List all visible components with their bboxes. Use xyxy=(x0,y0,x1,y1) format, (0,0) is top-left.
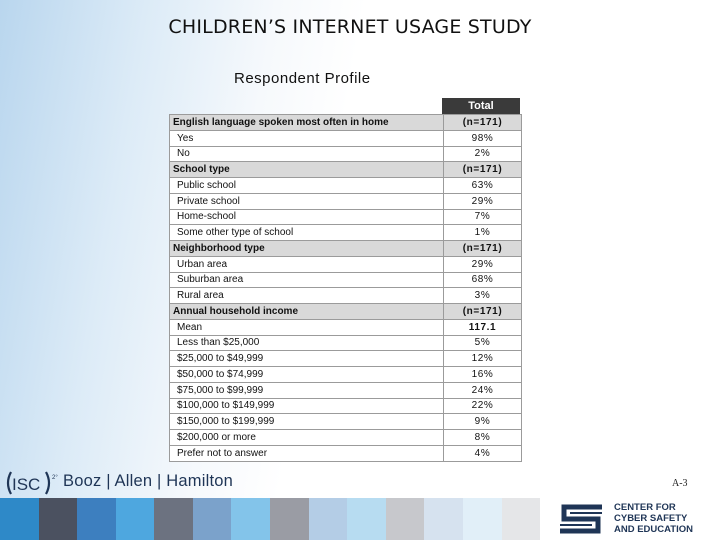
color-strip xyxy=(0,498,540,540)
page-number: A-3 xyxy=(672,478,688,489)
row-label: Private school xyxy=(170,193,444,209)
strip-block xyxy=(270,498,309,540)
row-label: $100,000 to $149,999 xyxy=(170,398,444,414)
table-row xyxy=(170,414,522,430)
row-label: $200,000 or more xyxy=(170,430,444,446)
table-row xyxy=(170,209,522,225)
strip-block xyxy=(77,498,116,540)
table-row xyxy=(170,430,522,446)
page-title: CHILDREN’S INTERNET USAGE STUDY xyxy=(168,16,532,38)
row-value: 63% xyxy=(444,178,522,194)
row-value: (n=171) xyxy=(444,241,522,257)
row-value: 9% xyxy=(444,414,522,430)
table-row xyxy=(170,335,522,351)
row-value: (n=171) xyxy=(444,115,522,131)
total-column-header: Total xyxy=(442,98,520,114)
table-row xyxy=(170,130,522,146)
row-value: 22% xyxy=(444,398,522,414)
table-row xyxy=(170,445,522,461)
row-value: 98% xyxy=(444,130,522,146)
row-value: 29% xyxy=(444,256,522,272)
row-value: 8% xyxy=(444,430,522,446)
booz-allen-hamilton-logo: Booz | Allen | Hamilton xyxy=(63,472,234,490)
row-value: 2% xyxy=(444,146,522,162)
row-value: 16% xyxy=(444,367,522,383)
svg-text:2°: 2° xyxy=(52,475,58,481)
row-value: 117.1 xyxy=(444,319,522,335)
row-value: 12% xyxy=(444,351,522,367)
table-row xyxy=(170,178,522,194)
row-value: 1% xyxy=(444,225,522,241)
cyber-line-2: CYBER SAFETY xyxy=(614,513,688,524)
strip-block xyxy=(347,498,386,540)
strip-block xyxy=(424,498,463,540)
row-value: (n=171) xyxy=(444,162,522,178)
row-value: 7% xyxy=(444,209,522,225)
cyber-safety-logo-text xyxy=(614,502,693,535)
row-label: Annual household income xyxy=(170,304,444,320)
row-value: 5% xyxy=(444,335,522,351)
strip-block xyxy=(154,498,193,540)
row-label: School type xyxy=(170,162,444,178)
row-value: (n=171) xyxy=(444,304,522,320)
strip-block xyxy=(39,498,78,540)
table-section-row xyxy=(170,162,522,178)
table-section-row xyxy=(170,304,522,320)
row-label: $150,000 to $199,999 xyxy=(170,414,444,430)
strip-block xyxy=(309,498,348,540)
row-label: Yes xyxy=(170,130,444,146)
strip-block xyxy=(463,498,502,540)
row-label: Rural area xyxy=(170,288,444,304)
cyber-line-1: CENTER FOR xyxy=(614,502,676,513)
strip-block xyxy=(193,498,232,540)
row-label: Home-school xyxy=(170,209,444,225)
table-row xyxy=(170,351,522,367)
table-row xyxy=(170,146,522,162)
strip-block xyxy=(502,498,541,540)
respondent-profile-table xyxy=(169,114,522,462)
row-label: Mean xyxy=(170,319,444,335)
row-label: Neighborhood type xyxy=(170,241,444,257)
row-label: $25,000 to $49,999 xyxy=(170,351,444,367)
row-label: Less than $25,000 xyxy=(170,335,444,351)
isc2-logo xyxy=(4,468,60,498)
table-subtitle: Respondent Profile xyxy=(234,70,371,87)
table-row xyxy=(170,272,522,288)
row-value: 29% xyxy=(444,193,522,209)
table-row xyxy=(170,367,522,383)
row-label: Suburban area xyxy=(170,272,444,288)
table-row xyxy=(170,193,522,209)
strip-block xyxy=(231,498,270,540)
row-label: $75,000 to $99,999 xyxy=(170,382,444,398)
row-label: Some other type of school xyxy=(170,225,444,241)
row-value: 68% xyxy=(444,272,522,288)
table-row xyxy=(170,382,522,398)
row-label: Prefer not to answer xyxy=(170,445,444,461)
row-label: $50,000 to $74,999 xyxy=(170,367,444,383)
table-row xyxy=(170,256,522,272)
row-label: Public school xyxy=(170,178,444,194)
table-section-row xyxy=(170,115,522,131)
table-row xyxy=(170,319,522,335)
strip-block xyxy=(0,498,39,540)
row-label: English language spoken most often in home xyxy=(170,115,444,131)
strip-block xyxy=(116,498,155,540)
table-row xyxy=(170,288,522,304)
row-label: Urban area xyxy=(170,256,444,272)
strip-block xyxy=(386,498,425,540)
row-value: 3% xyxy=(444,288,522,304)
table-row xyxy=(170,398,522,414)
row-label: No xyxy=(170,146,444,162)
row-value: 4% xyxy=(444,445,522,461)
svg-text:ISC: ISC xyxy=(12,475,41,494)
table-row xyxy=(170,225,522,241)
cyber-line-3: AND EDUCATION xyxy=(614,524,693,535)
row-value: 24% xyxy=(444,382,522,398)
table-section-row xyxy=(170,241,522,257)
